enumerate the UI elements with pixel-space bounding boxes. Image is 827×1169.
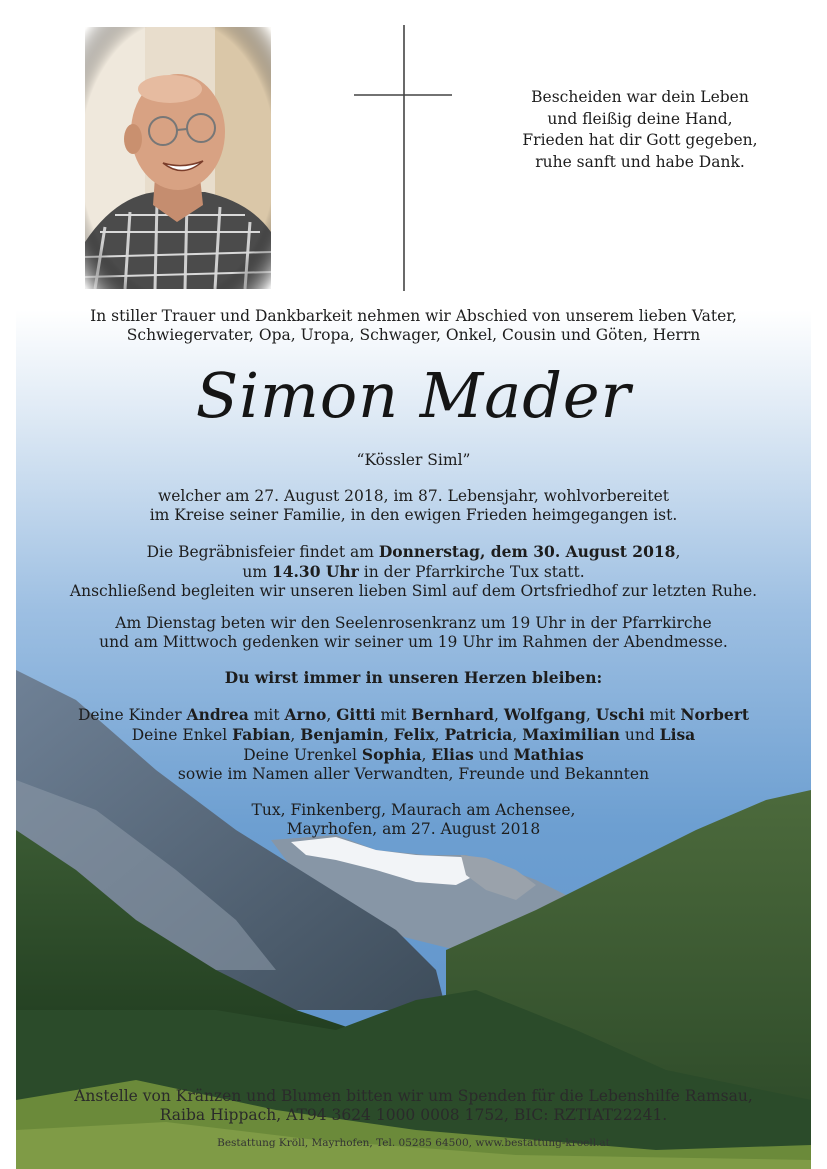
child-name: Norbert xyxy=(680,705,750,724)
cross-icon xyxy=(352,25,454,291)
funeral-date-prefix: Die Begräbnisfeier findet am xyxy=(146,543,379,561)
grandchild-separator: , xyxy=(383,726,394,744)
intro-line-1: In stiller Trauer und Dankbarkeit nehmen wir Abschied von unserem lieben Vater, xyxy=(90,307,737,325)
children-prefix: Deine Kinder xyxy=(77,706,187,724)
funeral-time-prefix: um xyxy=(242,563,272,581)
relatives-line: sowie im Namen aller Verwandten, Freunde und Bekannten xyxy=(177,765,650,783)
donation-line-2: Raiba Hippach, AT94 3624 1000 0008 1752, BIC: RZTIAT22241. xyxy=(159,1106,668,1124)
great-grandchildren-line xyxy=(16,745,811,765)
place-date xyxy=(16,801,811,839)
grandchild-separator: , xyxy=(512,726,523,744)
funeral-home-footer: Bestattung Kröll, Mayrhofen, Tel. 05285 64500, www.bestattung-kroell.at xyxy=(217,1137,610,1149)
death-line-2: im Kreise seiner Familie, in den ewigen Frieden heimgegangen ist. xyxy=(149,506,678,524)
funeral-date: Donnerstag, dem 30. August 2018 xyxy=(378,542,676,561)
grandchild-name: Benjamin xyxy=(300,725,384,744)
intro-line-2: Schwiegervater, Opa, Uropa, Schwager, Onkel, Cousin und Göten, Herrn xyxy=(126,326,701,344)
family-list xyxy=(16,705,811,784)
donation-request xyxy=(16,1087,811,1125)
children-line xyxy=(16,705,811,725)
child-name: Uschi xyxy=(595,705,645,724)
funeral-line-2 xyxy=(16,562,811,582)
grandchild-separator: und xyxy=(619,726,660,744)
grandchildren-prefix: Deine Enkel xyxy=(131,726,233,744)
funeral-line-1 xyxy=(16,542,811,562)
place-line-2: Mayrhofen, am 27. August 2018 xyxy=(286,820,541,838)
child-separator: , xyxy=(326,706,337,724)
portrait-photo xyxy=(85,27,271,289)
death-notice xyxy=(16,487,811,525)
motto: Du wirst immer in unseren Herzen bleiben: xyxy=(224,668,603,687)
great-grandchild-separator: und xyxy=(473,746,514,764)
grandchild-name: Lisa xyxy=(659,725,696,744)
intro-text xyxy=(16,307,811,345)
great-grandchild-separator: , xyxy=(421,746,432,764)
child-name: Bernhard xyxy=(411,705,494,724)
great-grandchild-name: Elias xyxy=(431,745,474,764)
rosary-line-2: und am Mittwoch gedenken wir seiner um 19 Uhr im Rahmen der Abendmesse. xyxy=(99,633,728,651)
poem-line: und fleißig deine Hand, xyxy=(547,109,733,128)
deceased-name: Simon Mader xyxy=(195,359,632,432)
great-grandchild-name: Sophia xyxy=(361,745,422,764)
funeral-time: 14.30 Uhr xyxy=(271,562,359,581)
great-grandchildren-names xyxy=(362,746,584,764)
death-line-1: welcher am 27. August 2018, im 87. Lebensjahr, wohlvorbereitet xyxy=(157,487,670,505)
child-name: Andrea xyxy=(186,705,249,724)
child-separator: mit xyxy=(644,706,681,724)
grandchild-separator: , xyxy=(434,726,445,744)
rosary-info xyxy=(16,614,811,652)
grandchild-name: Maximilian xyxy=(522,725,620,744)
funeral-date-suffix: , xyxy=(675,543,681,561)
child-separator: mit xyxy=(248,706,285,724)
funeral-info xyxy=(16,542,811,601)
grandchildren-names xyxy=(232,726,695,744)
funeral-time-suffix: in der Pfarrkirche Tux statt. xyxy=(358,563,585,581)
grandchildren-line xyxy=(16,725,811,745)
poem xyxy=(500,87,780,173)
grandchild-name: Patricia xyxy=(444,725,513,744)
grandchild-name: Fabian xyxy=(232,725,291,744)
great-grandchildren-prefix: Deine Urenkel xyxy=(243,746,362,764)
great-grandchild-name: Mathias xyxy=(513,745,584,764)
child-separator: mit xyxy=(375,706,412,724)
donation-line-1: Anstelle von Kränzen und Blumen bitten wir um Spenden für die Lebenshilfe Ramsau, xyxy=(74,1087,753,1105)
poem-line: Frieden hat dir Gott gegeben, xyxy=(522,131,758,149)
poem-line: Bescheiden war dein Leben xyxy=(531,88,749,106)
poem-line: ruhe sanft und habe Dank. xyxy=(535,152,745,171)
funeral-line-3: Anschließend begleiten wir unseren lieben Siml auf dem Ortsfriedhof zur letzten Ruhe. xyxy=(69,582,758,600)
child-name: Gitti xyxy=(336,705,376,724)
child-name: Wolfgang xyxy=(503,705,586,724)
grandchild-name: Felix xyxy=(393,725,435,744)
child-separator: , xyxy=(494,706,504,724)
child-name: Arno xyxy=(284,705,327,724)
child-separator: , xyxy=(585,706,596,724)
rosary-line-1: Am Dienstag beten wir den Seelenrosenkranz um 19 Uhr in der Pfarrkirche xyxy=(115,614,712,632)
children-names xyxy=(187,706,750,724)
nickname: “Kössler Siml” xyxy=(356,451,471,469)
place-line-1: Tux, Finkenberg, Maurach am Achensee, xyxy=(251,801,576,819)
grandchild-separator: , xyxy=(290,726,301,744)
